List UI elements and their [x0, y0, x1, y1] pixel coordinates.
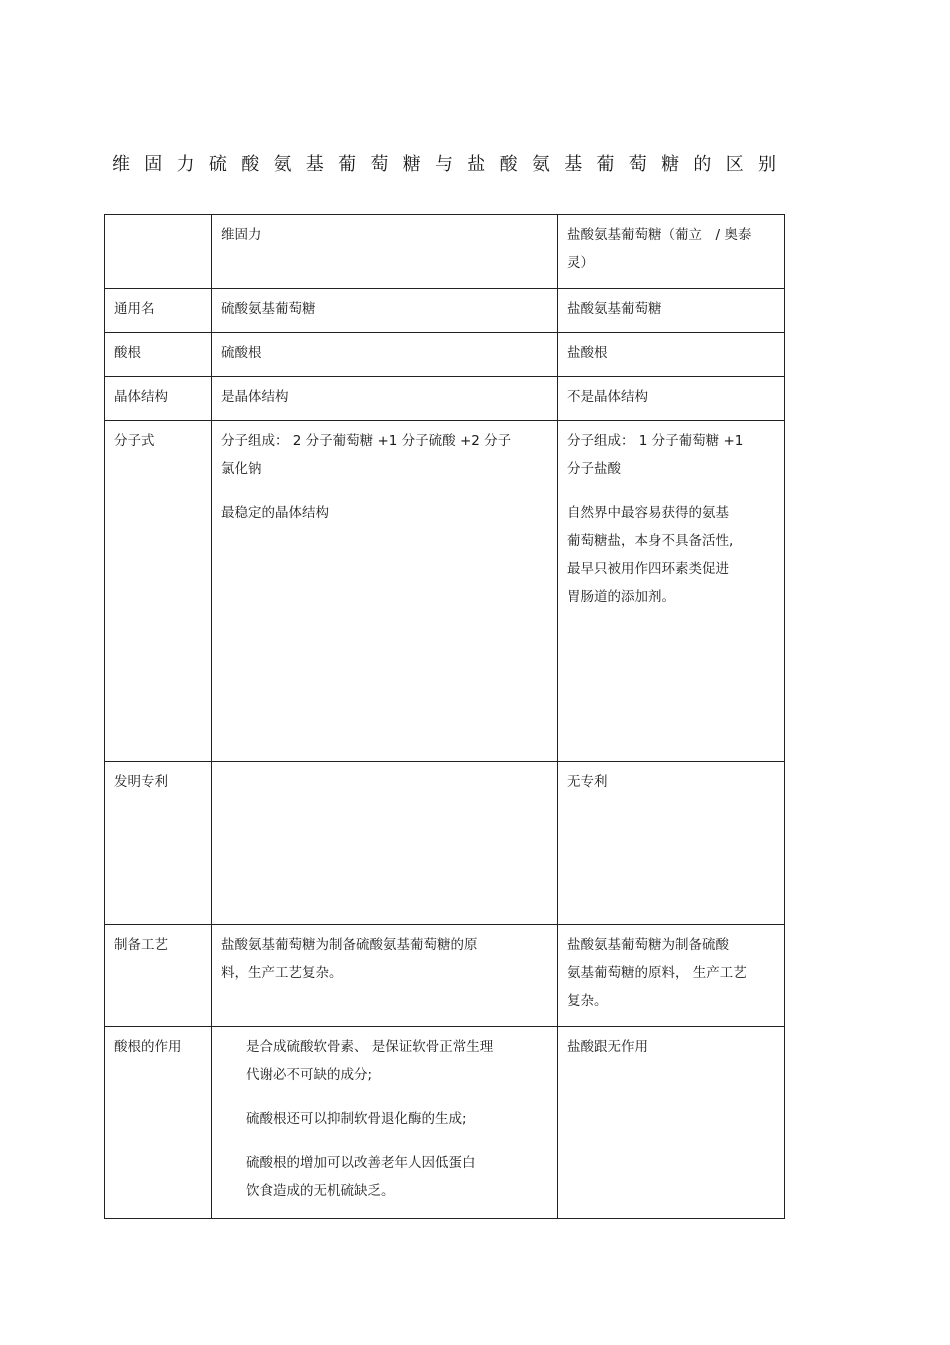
cell-b: 盐酸跟无作用 — [558, 1027, 785, 1219]
table-row — [105, 762, 785, 925]
cell-line: 分子组成： 2 分子葡萄糖 +1 分子硫酸 +2 分子 — [221, 433, 512, 449]
cell-line: 分子盐酸 — [567, 461, 621, 477]
header-empty-cell — [105, 215, 212, 289]
row-label: 发明专利 — [105, 762, 212, 925]
cell-line: 硫酸根的增加可以改善老年人因低蛋白 — [246, 1155, 476, 1171]
cell-b: 不是晶体结构 — [558, 377, 785, 421]
header-product-b — [558, 215, 785, 289]
cell-note-line: 最早只被用作四环素类促进 — [567, 561, 729, 577]
row-label: 分子式 — [105, 421, 212, 762]
cell-a: 硫酸氨基葡萄糖 — [212, 289, 558, 333]
cell-line: 氨基葡萄糖的原料， 生产工艺 — [567, 965, 747, 981]
cell-line: 盐酸氨基葡萄糖为制备硫酸氨基葡萄糖的原 — [221, 937, 478, 953]
cell-line: 氯化钠 — [221, 461, 262, 477]
comparison-table — [104, 214, 785, 1219]
cell-a — [212, 421, 558, 762]
cell-b — [558, 925, 785, 1027]
cell-a — [212, 762, 558, 925]
row-label: 晶体结构 — [105, 377, 212, 421]
cell-a — [212, 1027, 558, 1219]
cell-line: 料，生产工艺复杂。 — [221, 965, 343, 981]
table-row — [105, 377, 785, 421]
page-title: 维固力硫酸氨基葡萄糖与盐酸氨基葡萄糖的区别 — [112, 154, 791, 175]
cell-line: 分子组成： 1 分子葡萄糖 +1 — [567, 433, 744, 449]
row-label: 制备工艺 — [105, 925, 212, 1027]
row-label: 酸根的作用 — [105, 1027, 212, 1219]
cell-line: 饮食造成的无机硫缺乏。 — [246, 1183, 395, 1199]
cell-a: 是晶体结构 — [212, 377, 558, 421]
cell-b: 盐酸根 — [558, 333, 785, 377]
cell-note: 最稳定的晶体结构 — [221, 505, 329, 521]
table-row — [105, 289, 785, 333]
cell-note-line: 胃肠道的添加剂。 — [567, 589, 675, 605]
cell-a: 硫酸根 — [212, 333, 558, 377]
header-b-line: 盐酸氨基葡萄糖（葡立 / 奥泰 — [567, 227, 752, 243]
table-row — [105, 925, 785, 1027]
table-header-row — [105, 215, 785, 289]
cell-note-line: 葡萄糖盐，本身不具备活性, — [567, 533, 734, 549]
cell-line: 是合成硫酸软骨素、 是保证软骨正常生理 — [246, 1039, 494, 1055]
cell-b: 无专利 — [558, 762, 785, 925]
row-label: 通用名 — [105, 289, 212, 333]
cell-note-line: 自然界中最容易获得的氨基 — [567, 505, 729, 521]
cell-line: 复杂。 — [567, 993, 608, 1009]
cell-line: 硫酸根还可以抑制软骨退化酶的生成; — [246, 1111, 467, 1127]
cell-line: 盐酸氨基葡萄糖为制备硫酸 — [567, 937, 729, 953]
cell-b: 盐酸氨基葡萄糖 — [558, 289, 785, 333]
table-row — [105, 421, 785, 762]
header-b-line: 灵） — [567, 255, 594, 271]
table-row — [105, 333, 785, 377]
cell-b — [558, 421, 785, 762]
row-label: 酸根 — [105, 333, 212, 377]
table-row — [105, 1027, 785, 1219]
header-product-a: 维固力 — [212, 215, 558, 289]
cell-line: 代谢必不可缺的成分; — [246, 1067, 373, 1083]
cell-a — [212, 925, 558, 1027]
